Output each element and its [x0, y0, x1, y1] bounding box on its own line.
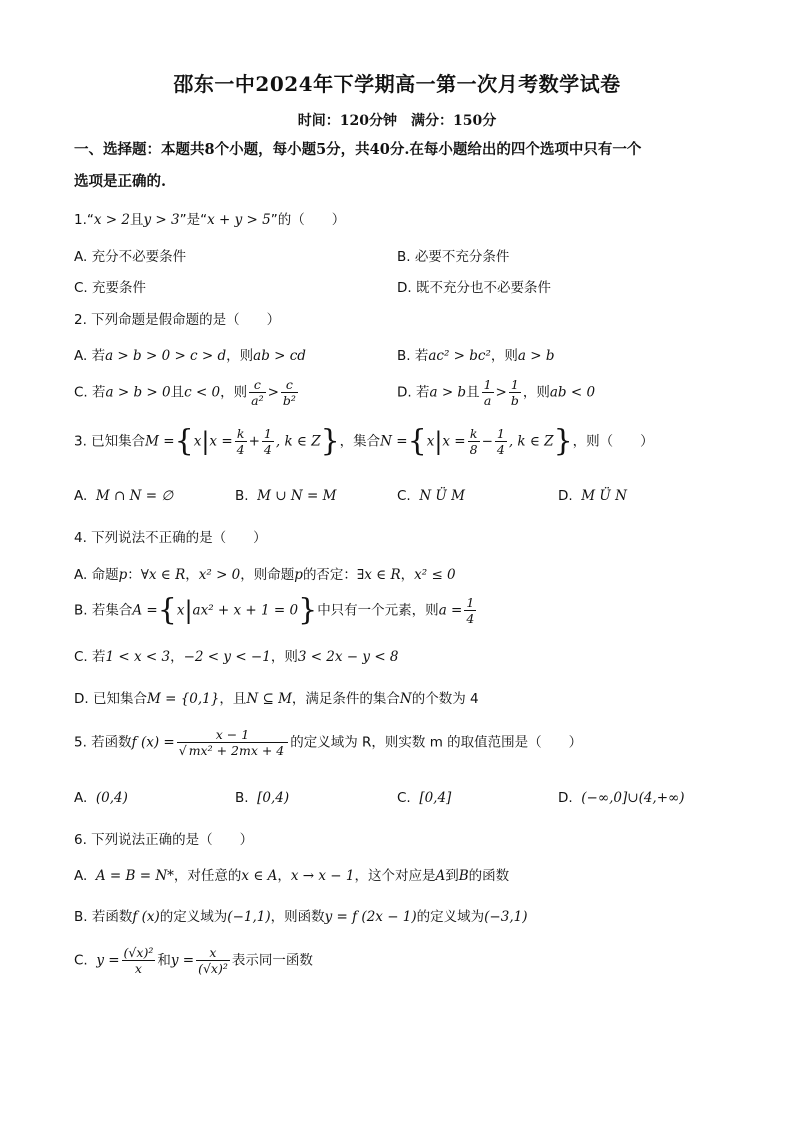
math: M ∩ N = ∅	[95, 488, 174, 504]
question-3-stem	[74, 423, 654, 459]
math: ab < 0	[549, 384, 596, 401]
fraction	[495, 426, 507, 457]
question-4-stem: 4. 下列说法不正确的是（ ）	[74, 530, 267, 546]
text: 的函数	[468, 868, 510, 884]
left-brace: {	[407, 423, 427, 459]
text: ，则	[522, 384, 550, 401]
text: 5. 若函数	[74, 734, 132, 751]
math: A =	[132, 602, 158, 619]
text: ，	[185, 567, 199, 583]
question-2-stem: 2. 下列命题是假命题的是（ ）	[74, 312, 281, 328]
fraction	[509, 377, 521, 408]
fraction	[482, 377, 494, 408]
math: x =	[442, 433, 466, 450]
numerator: 1	[483, 377, 492, 392]
math: c < 0	[184, 384, 221, 401]
math: (−1,1)	[227, 909, 271, 925]
math: (−∞,0]∪(4,+∞)	[581, 790, 685, 806]
q1-option-a: A. 充分不必要条件	[74, 249, 187, 265]
numerator: 1	[509, 377, 521, 393]
math: p	[118, 567, 128, 583]
math: N	[399, 691, 412, 707]
numerator: k	[468, 426, 480, 442]
math: M = {0,1}	[146, 691, 220, 707]
math: −2 < y < −1	[183, 649, 271, 665]
fraction	[235, 426, 247, 457]
math: A	[435, 868, 446, 884]
fraction	[281, 377, 298, 408]
label: A.	[74, 868, 88, 884]
section-heading	[74, 134, 734, 198]
text: C. 若	[74, 384, 106, 401]
math: p	[294, 567, 303, 583]
math: [0,4)	[257, 790, 290, 806]
label: A.	[74, 488, 88, 504]
q5-option-c	[397, 790, 451, 806]
math: y = f (2x − 1)	[324, 909, 417, 925]
label: C.	[397, 790, 411, 806]
q1-option-c: C. 充要条件	[74, 280, 147, 296]
right-brace: }	[320, 423, 340, 459]
section-line-1: 一、选择题：本题共8个小题，每小题5分，共40分.在每小题给出的四个选项中只有一个	[74, 141, 642, 158]
text: ，满足条件的集合	[291, 691, 400, 707]
fraction	[177, 727, 289, 758]
label: A.	[74, 790, 88, 806]
text: 表示同一函数	[231, 952, 313, 969]
numerator: c	[249, 377, 265, 393]
math: y =	[96, 952, 120, 969]
q1-option-d: D. 既不充分也不必要条件	[397, 280, 551, 296]
text: ，这个对应是	[354, 868, 436, 884]
set-bar: |	[184, 596, 193, 625]
denominator: 4	[236, 442, 245, 457]
math: 3 < 2x − y < 8	[297, 649, 399, 665]
text: ，则命题	[240, 567, 295, 583]
label: B.	[235, 488, 249, 504]
denominator: a	[483, 393, 492, 408]
text: B. 若函数	[74, 909, 133, 925]
math: f (x) =	[131, 734, 175, 751]
text: ，则	[226, 348, 254, 364]
text: A. 命题	[74, 567, 119, 583]
math: x → x − 1	[290, 868, 355, 884]
right-brace: }	[298, 592, 318, 628]
fraction	[468, 426, 480, 457]
math: N ⊆ M	[246, 691, 292, 707]
text: ”的（ ）	[270, 212, 346, 228]
math: (0,4)	[95, 790, 128, 806]
question-6-stem: 6. 下列说法正确的是（ ）	[74, 832, 254, 848]
math: a =	[438, 602, 463, 619]
text: D. 若	[397, 384, 430, 401]
q5-option-a	[74, 790, 128, 806]
text: A. 若	[74, 348, 106, 364]
math: y =	[170, 952, 195, 969]
text: ，则函数	[270, 909, 325, 925]
text: 的个数为 4	[411, 691, 479, 707]
denominator: a²	[251, 393, 264, 408]
text: 且	[170, 384, 185, 401]
math: >	[495, 384, 507, 401]
math: x	[426, 433, 435, 450]
fraction	[122, 945, 156, 976]
q2-option-c	[74, 377, 300, 408]
text: ，则	[490, 348, 518, 364]
question-1-stem	[74, 208, 345, 228]
q4-option-a	[74, 563, 456, 583]
math: (−3,1)	[484, 909, 528, 925]
q1-option-b: B. 必要不充分条件	[397, 249, 510, 265]
math: M ∪ N = M	[257, 488, 337, 504]
label: C.	[397, 488, 411, 504]
exam-subtitle: 时间：120分钟 满分：150分	[297, 113, 497, 129]
denominator: (√x)²	[198, 961, 228, 976]
q2-option-d	[397, 377, 595, 408]
text: 的否定：	[302, 567, 357, 583]
math: −	[481, 433, 493, 450]
text: 的定义域为	[159, 909, 228, 925]
denominator: 4	[496, 442, 505, 457]
text: ，则（ ）	[572, 433, 654, 450]
label: C.	[74, 952, 88, 969]
label: D.	[558, 488, 573, 504]
set-bar: |	[201, 427, 210, 456]
math: [0,4]	[419, 790, 452, 806]
text: ，对任意的	[173, 868, 242, 884]
math: +	[248, 433, 260, 450]
math: a > b	[517, 348, 555, 364]
denominator: √ mx² + 2mx + 4	[178, 743, 285, 758]
math: >	[267, 384, 279, 401]
numerator: x	[196, 945, 230, 961]
text: C. 若	[74, 649, 106, 665]
numerator: (√x)²	[123, 945, 154, 960]
q4-option-b	[74, 592, 478, 628]
math: x² > 0	[198, 567, 241, 583]
text: 的定义域为 R，则实数 m 的取值范围是（ ）	[290, 734, 583, 751]
q6-option-c	[74, 945, 313, 976]
q3-option-d	[558, 488, 627, 504]
math: f (x)	[132, 909, 160, 925]
set-bar: |	[434, 427, 443, 456]
numerator: c	[281, 377, 298, 393]
numerator: 1	[466, 595, 475, 610]
left-brace: {	[157, 592, 177, 628]
numerator: 1	[263, 426, 272, 441]
section-line-2: 选项是正确的.	[74, 173, 167, 190]
text: 且	[466, 384, 480, 401]
math: 1 < x < 3	[105, 649, 171, 665]
math: ac² > bc²	[428, 348, 491, 364]
text: ，	[277, 868, 291, 884]
math: ax² + x + 1 = 0	[192, 602, 299, 619]
math: x² ≤ 0	[414, 567, 456, 583]
math: x	[176, 602, 185, 619]
fraction	[249, 377, 265, 408]
math: B	[458, 868, 469, 884]
q2-option-b	[397, 344, 554, 364]
math: A = B = N*	[95, 868, 174, 884]
math: x ∈ A	[241, 868, 278, 884]
math: a > b	[429, 384, 467, 401]
q4-option-c	[74, 645, 399, 665]
q5-option-d	[558, 790, 685, 806]
text: ，	[170, 649, 184, 665]
fraction	[262, 426, 274, 457]
left-brace: {	[174, 423, 194, 459]
text: B. 若集合	[74, 602, 133, 619]
q3-option-b	[235, 488, 336, 504]
denominator: 4	[263, 442, 272, 457]
denominator: b²	[282, 393, 296, 408]
math: ∀x ∈ R	[140, 567, 186, 583]
numerator: x − 1	[177, 727, 289, 743]
q3-option-c	[397, 488, 465, 504]
q6-option-b	[74, 905, 527, 925]
q5-option-b	[235, 790, 289, 806]
label: B.	[235, 790, 249, 806]
math: M Ü N	[581, 488, 627, 504]
math: a > b > 0	[105, 384, 171, 401]
radicand: mx² + 2mx + 4	[188, 743, 285, 758]
math: y > 3	[143, 212, 180, 228]
math: M =	[145, 433, 175, 450]
text: B. 若	[397, 348, 429, 364]
math: a > b > 0 > c > d	[105, 348, 227, 364]
text: ：	[127, 567, 141, 583]
math: x	[193, 433, 202, 450]
q4-option-d	[74, 687, 479, 707]
q6-option-a	[74, 864, 509, 884]
math: , k ∈ Z	[275, 433, 321, 450]
math: , k ∈ Z	[508, 433, 554, 450]
text: ，则	[220, 384, 248, 401]
text: 的定义域为	[416, 909, 485, 925]
text: ，且	[219, 691, 247, 707]
math: x =	[209, 433, 233, 450]
right-brace: }	[553, 423, 573, 459]
denominator: 4	[466, 611, 475, 626]
text: “	[86, 212, 94, 228]
math: N Ü M	[419, 488, 465, 504]
math: ∃x ∈ R	[356, 567, 401, 583]
text: ，集合	[339, 433, 381, 450]
numerator: k	[235, 426, 247, 442]
fraction	[464, 595, 476, 626]
math: x + y > 5	[207, 212, 271, 228]
label: D.	[558, 790, 573, 806]
math: N =	[380, 433, 408, 450]
text: 3. 已知集合	[74, 433, 146, 450]
numerator: 1	[496, 426, 505, 441]
text: 到	[445, 868, 459, 884]
math: x > 2	[93, 212, 130, 228]
text: ，则	[270, 649, 298, 665]
text: 和	[157, 952, 171, 969]
text: 且	[130, 212, 144, 228]
text: ”是“	[179, 212, 208, 228]
question-5-stem	[74, 727, 582, 758]
denominator: b	[510, 393, 519, 408]
fraction	[196, 945, 230, 976]
exam-title: 邵东一中2024年下学期高一第一次月考数学试卷	[173, 72, 621, 96]
q3-option-a	[74, 488, 173, 504]
denominator: 8	[469, 442, 478, 457]
text: 中只有一个元素，则	[317, 602, 439, 619]
q2-option-a	[74, 344, 306, 364]
question-number: 1.	[74, 212, 87, 228]
denominator: x	[134, 961, 142, 976]
math: ab > cd	[253, 348, 306, 364]
text: ，	[400, 567, 415, 583]
text: D. 已知集合	[74, 691, 147, 707]
